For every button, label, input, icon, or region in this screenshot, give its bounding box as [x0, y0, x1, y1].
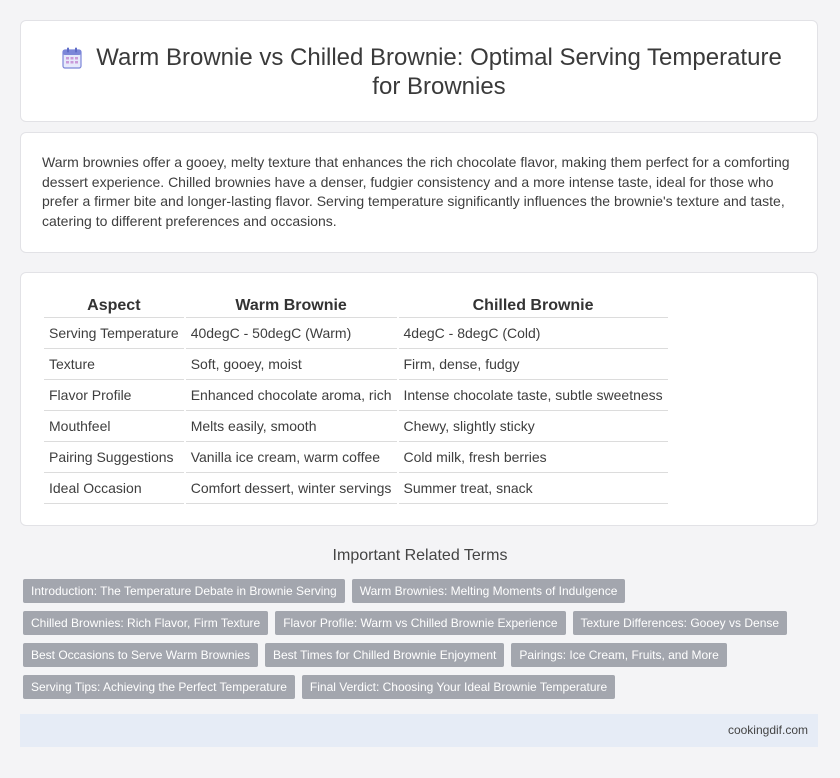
- table-row: [44, 411, 668, 442]
- table-cell: Chewy, slightly sticky: [399, 411, 668, 442]
- related-term-tag[interactable]: Texture Differences: Gooey vs Dense: [573, 611, 788, 635]
- table-cell: Texture: [44, 349, 184, 380]
- table-row: [44, 473, 668, 504]
- site-name[interactable]: cookingdif.com: [727, 723, 808, 737]
- table-cell: 4degC - 8degC (Cold): [399, 318, 668, 349]
- related-term-tag[interactable]: Pairings: Ice Cream, Fruits, and More: [511, 643, 726, 667]
- intro-paragraph: Warm brownies offer a gooey, melty texture that enhances the rich chocolate flavor, making them perfect for a comforting dessert experience. Chilled brownies have a denser, fudgier consistency and a more intense taste, ideal for those who prefer a firmer bite and longer-lasting flavor. Serving temperature significantly influences the brownie's texture and taste, catering to different preferences and occasions.: [42, 154, 790, 229]
- intro-card: [20, 132, 818, 253]
- footer: [20, 714, 818, 747]
- related-terms-list: [23, 579, 813, 707]
- table-cell: Soft, gooey, moist: [186, 349, 397, 380]
- table-cell: Comfort dessert, winter servings: [186, 473, 397, 504]
- table-row: [44, 380, 668, 411]
- related-term-tag[interactable]: Chilled Brownies: Rich Flavor, Firm Texture: [23, 611, 268, 635]
- table-cell: Intense chocolate taste, subtle sweetness: [399, 380, 668, 411]
- table-cell: Ideal Occasion: [44, 473, 184, 504]
- related-term-tag[interactable]: Final Verdict: Choosing Your Ideal Brownie Temperature: [302, 675, 615, 699]
- related-term-tag[interactable]: Warm Brownies: Melting Moments of Indulgence: [352, 579, 626, 603]
- title-card: [20, 20, 818, 122]
- related-term-tag[interactable]: Introduction: The Temperature Debate in Brownie Serving: [23, 579, 345, 603]
- comparison-card: [20, 272, 818, 526]
- table-cell: Summer treat, snack: [399, 473, 668, 504]
- page-title: Warm Brownie vs Chilled Brownie: Optimal Serving Temperature for Brownies: [96, 44, 782, 100]
- related-term-tag[interactable]: Best Times for Chilled Brownie Enjoyment: [265, 643, 504, 667]
- table-cell: Serving Temperature: [44, 318, 184, 349]
- table-row: [44, 349, 668, 380]
- table-cell: Vanilla ice cream, warm coffee: [186, 442, 397, 473]
- table-cell: Pairing Suggestions: [44, 442, 184, 473]
- table-row: [44, 318, 668, 349]
- column-header-aspect: Aspect: [44, 295, 184, 318]
- table-cell: Enhanced chocolate aroma, rich: [186, 380, 397, 411]
- table-header-row: [44, 295, 668, 318]
- table-cell: Flavor Profile: [44, 380, 184, 411]
- comparison-table: [42, 295, 670, 504]
- related-term-tag[interactable]: Flavor Profile: Warm vs Chilled Brownie Experience: [275, 611, 565, 635]
- related-terms-heading: Important Related Terms: [332, 547, 508, 564]
- table-cell: Mouthfeel: [44, 411, 184, 442]
- calendar-icon: [62, 47, 82, 69]
- related-term-tag[interactable]: Serving Tips: Achieving the Perfect Temperature: [23, 675, 295, 699]
- related-term-tag[interactable]: Best Occasions to Serve Warm Brownies: [23, 643, 258, 667]
- column-header-chilled: Chilled Brownie: [399, 295, 668, 318]
- table-cell: Melts easily, smooth: [186, 411, 397, 442]
- table-cell: Cold milk, fresh berries: [399, 442, 668, 473]
- table-cell: 40degC - 50degC (Warm): [186, 318, 397, 349]
- table-row: [44, 442, 668, 473]
- column-header-warm: Warm Brownie: [186, 295, 397, 318]
- table-cell: Firm, dense, fudgy: [399, 349, 668, 380]
